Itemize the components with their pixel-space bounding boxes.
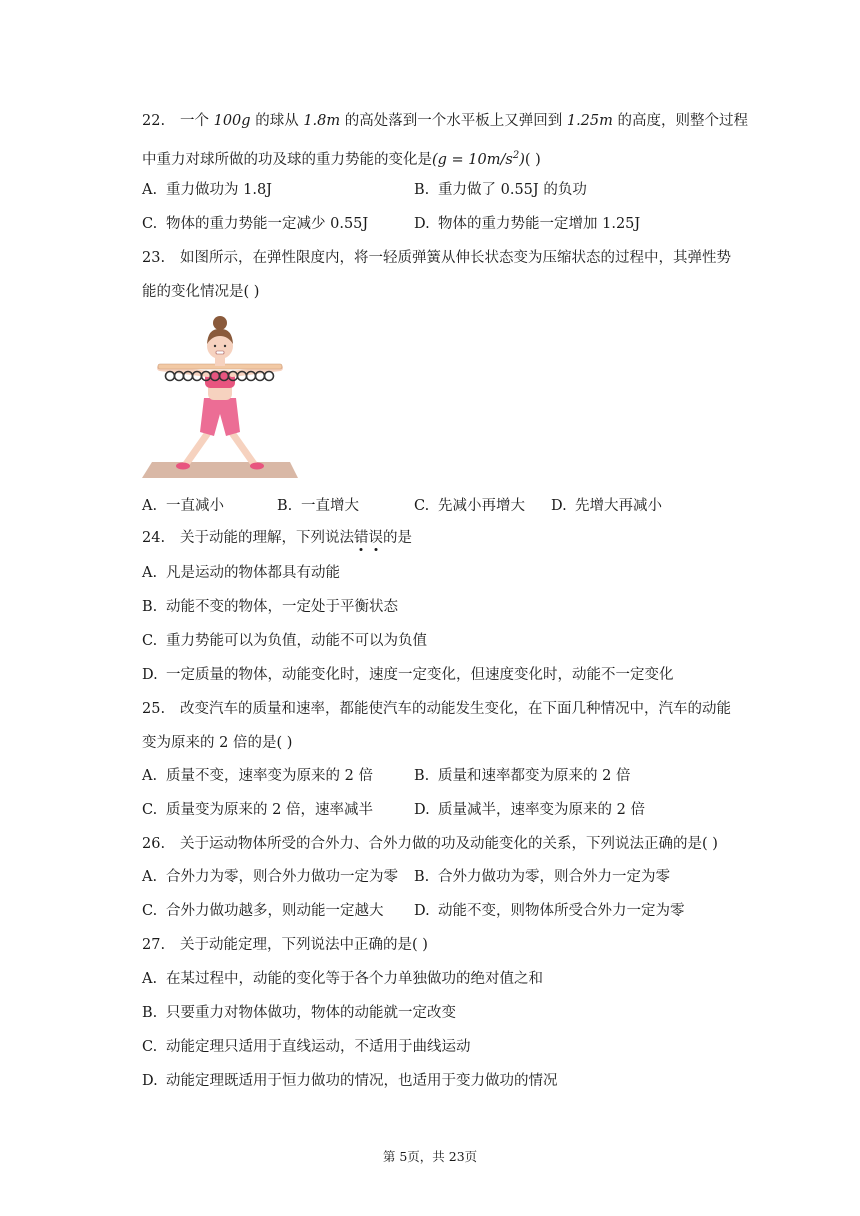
page-footer: 第 5页，共 23页 — [382, 1149, 478, 1164]
q25-option-c[interactable]: C. 质量变为原来的 2 倍，速率减半 — [142, 802, 373, 818]
q25-option-a[interactable]: A. 质量不变，速率变为原来的 2 倍 — [142, 768, 373, 784]
q27-option-c[interactable]: C. 动能定理只适用于直线运动，不适用于曲线运动 — [142, 1039, 471, 1055]
q25-option-b[interactable]: B. 质量和速率都变为原来的 2 倍 — [414, 768, 631, 784]
q27-stem: 27. 关于动能定理，下列说法中正确的是( ) — [142, 937, 428, 953]
q24-option-a[interactable]: A. 凡是运动的物体都具有动能 — [142, 565, 340, 581]
q26-option-c[interactable]: C. 合外力做功越多，则动能一定越大 — [142, 903, 384, 919]
q27-option-d[interactable]: D. 动能定理既适用于恒力做功的情况，也适用于变力做功的情况 — [142, 1073, 558, 1089]
q23-option-a[interactable]: A. 一直减小 — [142, 498, 224, 514]
q22-option-d[interactable]: D. 物体的重力势能一定增加 1.25J — [414, 216, 641, 232]
q25-line2: 变为原来的 2 倍的是( ) — [142, 735, 293, 751]
q25-option-d[interactable]: D. 质量减半，速率变为原来的 2 倍 — [414, 802, 645, 818]
q26-option-d[interactable]: D. 动能不变，则物体所受合外力一定为零 — [414, 903, 685, 919]
q23-line1: 23. 如图所示，在弹性限度内，将一轻质弹簧从伸长状态变为压缩状态的过程中，其弹性势 — [142, 250, 731, 266]
q23-line2: 能的变化情况是( ) — [142, 284, 260, 300]
question-number: 23. — [142, 250, 166, 266]
question-number: 25. — [142, 701, 166, 717]
q23-option-b[interactable]: B. 一直增大 — [277, 498, 359, 514]
question-number: 22. — [142, 113, 166, 129]
q24-stem: 24. 关于动能的理解，下列说法错误的是 — [142, 530, 412, 546]
mat — [142, 462, 298, 478]
mass-value: 100g — [213, 113, 251, 129]
q23-option-d[interactable]: D. 先增大再减小 — [551, 498, 662, 514]
q22-option-c[interactable]: C. 物体的重力势能一定减少 0.55J — [142, 216, 369, 232]
emphasis-dot: 误 — [368, 530, 383, 546]
question-number: 24. — [142, 530, 166, 546]
q24-option-b[interactable]: B. 动能不变的物体，一定处于平衡状态 — [142, 599, 398, 615]
q26-stem: 26. 关于运动物体所受的合外力、合外力做的功及动能变化的关系，下列说法正确的是( ) — [142, 836, 718, 852]
q24-option-c[interactable]: C. 重力势能可以为负值，动能不可以为负值 — [142, 633, 427, 649]
q27-option-a[interactable]: A. 在某过程中，动能的变化等于各个力单独做功的绝对值之和 — [142, 971, 543, 987]
q27-option-b[interactable]: B. 只要重力对物体做功，物体的动能就一定改变 — [142, 1005, 456, 1021]
q24-option-d[interactable]: D. 一定质量的物体，动能变化时，速度一定变化，但速度变化时，动能不一定变化 — [142, 667, 674, 683]
q26-option-b[interactable]: B. 合外力做功为零，则合外力一定为零 — [414, 869, 670, 885]
q22-line1: 22. 一个 100g 的球从 1.8m 的高处落到一个水平板上又弹回到 1.25m 的高度，则整个过程 — [142, 113, 748, 129]
q22-option-b[interactable]: B. 重力做了 0.55J 的负功 — [414, 182, 587, 198]
q26-option-a[interactable]: A. 合外力为零，则合外力做功一定为零 — [142, 869, 398, 885]
question-number: 26. — [142, 836, 166, 852]
woman-stretching-spring-icon — [140, 312, 300, 480]
q25-line1: 25. 改变汽车的质量和速率，都能使汽车的动能发生变化，在下面几种情况中，汽车的动能 — [142, 701, 731, 717]
q23-option-c[interactable]: C. 先减小再增大 — [414, 498, 525, 514]
emphasis-dot: 错 — [354, 530, 369, 546]
gravity-expression: $(g = 10m/s^2)$ — [432, 150, 525, 168]
question-number: 27. — [142, 937, 166, 953]
q22-line2: 中重力对球所做的功及球的重力势能的变化是$(g = 10m/s^2)$( ) — [142, 150, 541, 168]
q22-option-a[interactable]: A. 重力做功为 1.8J — [142, 182, 272, 198]
